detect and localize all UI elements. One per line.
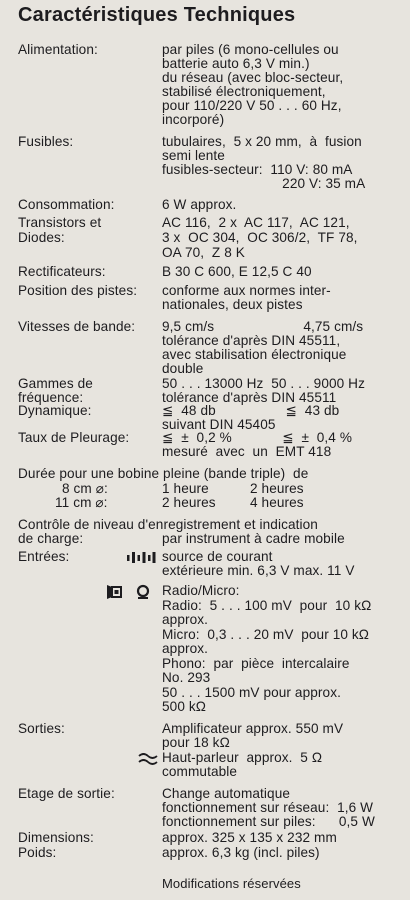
value-line: 50 . . . 13000 Hz 50 . . . 9000 Hz <box>162 376 365 391</box>
value-line: approx. <box>162 612 209 627</box>
value-line: suivant DIN 45405 <box>162 417 276 432</box>
label-transistors: Transistors et <box>18 215 102 230</box>
value-line: tolérance d'après DIN 45511, <box>162 333 341 348</box>
value-line: 6 W approx. <box>162 197 237 212</box>
value-line: B 30 C 600, E 12,5 C 40 <box>162 264 312 279</box>
label-alimentation: Alimentation: <box>18 42 98 57</box>
label-entrees: Entrées: <box>18 549 70 564</box>
label-diodes: Diodes: <box>18 230 65 245</box>
value-line: Haut-parleur approx. 5 Ω <box>162 750 323 765</box>
value-line: approx. 6,3 kg (incl. piles) <box>162 845 320 860</box>
value-line: Change automatique <box>162 786 291 801</box>
duree-a: 2 heures <box>162 495 216 510</box>
value-line: extérieure min. 6,3 V max. 11 V <box>162 563 355 578</box>
label-rectificateurs: Rectificateurs: <box>18 264 106 279</box>
value-line: Phono: par pièce intercalaire <box>162 656 350 671</box>
value-line: fonctionnement sur réseau: 1,6 W <box>162 800 374 815</box>
controle-line: Contrôle de niveau d'enregistrement et indication <box>18 517 318 532</box>
value-line: approx. <box>162 641 209 656</box>
label-dynamique: Dynamique: <box>18 403 92 418</box>
radio-micro-socket-icon <box>105 584 155 600</box>
label-poids: Poids: <box>18 845 57 860</box>
label-etage: Etage de sortie: <box>18 786 115 801</box>
value-line: OA 70, Z 8 K <box>162 245 245 260</box>
label-charge: de charge: <box>18 531 84 546</box>
battery-input-icon <box>126 551 156 564</box>
value-line: conforme aux normes inter- <box>162 283 331 298</box>
value-line: source de courant <box>162 549 273 564</box>
value-line: Amplificateur approx. 550 mV <box>162 721 344 736</box>
label-position-pistes: Position des pistes: <box>18 283 138 298</box>
label-consommation: Consommation: <box>18 197 115 212</box>
value-line: fonctionnement sur piles: 0,5 W <box>162 814 375 829</box>
value-line: stabilisé électroniquement, <box>162 84 326 99</box>
value-line: tubulaires, 5 x 20 mm, à fusion <box>162 134 362 149</box>
duree-b: 4 heures <box>250 495 304 510</box>
value-line: ≦ ± 0,2 % ≦ ± 0,4 % <box>162 430 353 445</box>
value-line: pour 18 kΩ <box>162 735 230 750</box>
loudspeaker-wave-icon <box>138 752 158 765</box>
duree-b: 2 heures <box>250 481 304 496</box>
value-line: 9,5 cm/s 4,75 cm/s <box>162 319 364 334</box>
duree-size: 8 cm ⌀: <box>62 481 108 496</box>
duree-a: 1 heure <box>162 481 209 496</box>
value-line: par piles (6 mono-cellules ou <box>162 42 339 57</box>
value-line: fusibles-secteur: 110 V: 80 mA <box>162 162 353 177</box>
value-line: avec stabilisation électronique <box>162 347 347 362</box>
label-sorties: Sorties: <box>18 721 65 736</box>
value-line: 220 V: 35 mA <box>162 176 366 191</box>
value-line: Micro: 0,3 . . . 20 mV pour 10 kΩ <box>162 627 370 642</box>
value-line: pour 110/220 V 50 . . . 60 Hz, <box>162 98 342 113</box>
value-line: AC 116, 2 x AC 117, AC 121, <box>162 215 350 230</box>
value-line: batterie auto 6,3 V min.) <box>162 56 310 71</box>
page-title: Caractéristiques Techniques <box>18 4 296 26</box>
label-vitesses: Vitesses de bande: <box>18 319 136 334</box>
value-line: approx. 325 x 135 x 232 mm <box>162 830 337 845</box>
footer-note: Modifications réservées <box>162 876 301 891</box>
value-line: 500 kΩ <box>162 699 207 714</box>
label-dimensions: Dimensions: <box>18 830 94 845</box>
value-line: par instrument à cadre mobile <box>162 531 345 546</box>
duree-heading: Durée pour une bobine pleine (bande triple) de <box>18 466 309 481</box>
value-line: Radio/Micro: <box>162 583 240 598</box>
value-line: commutable <box>162 764 238 779</box>
value-line: No. 293 <box>162 670 211 685</box>
value-line: incorporé) <box>162 112 225 127</box>
label-gammes: Gammes de <box>18 376 93 391</box>
label-frequence: fréquence: <box>18 390 84 405</box>
value-line: nationales, deux pistes <box>162 297 303 312</box>
value-line: 3 x OC 304, OC 306/2, TF 78, <box>162 230 358 245</box>
label-pleurage: Taux de Pleurage: <box>18 430 130 445</box>
value-line: double <box>162 361 204 376</box>
value-line: du réseau (avec bloc-secteur, <box>162 70 344 85</box>
label-fusibles: Fusibles: <box>18 134 74 149</box>
value-line: 50 . . . 1500 mV pour approx. <box>162 685 341 700</box>
value-line: Radio: 5 . . . 100 mV pour 10 kΩ <box>162 598 372 613</box>
value-line: ≦ 48 db ≦ 43 db <box>162 403 340 418</box>
value-line: tolérance d'après DIN 45511 <box>162 390 337 405</box>
value-line: mesuré avec un EMT 418 <box>162 444 332 459</box>
value-line: semi lente <box>162 148 225 163</box>
duree-size: 11 cm ⌀: <box>55 495 108 510</box>
